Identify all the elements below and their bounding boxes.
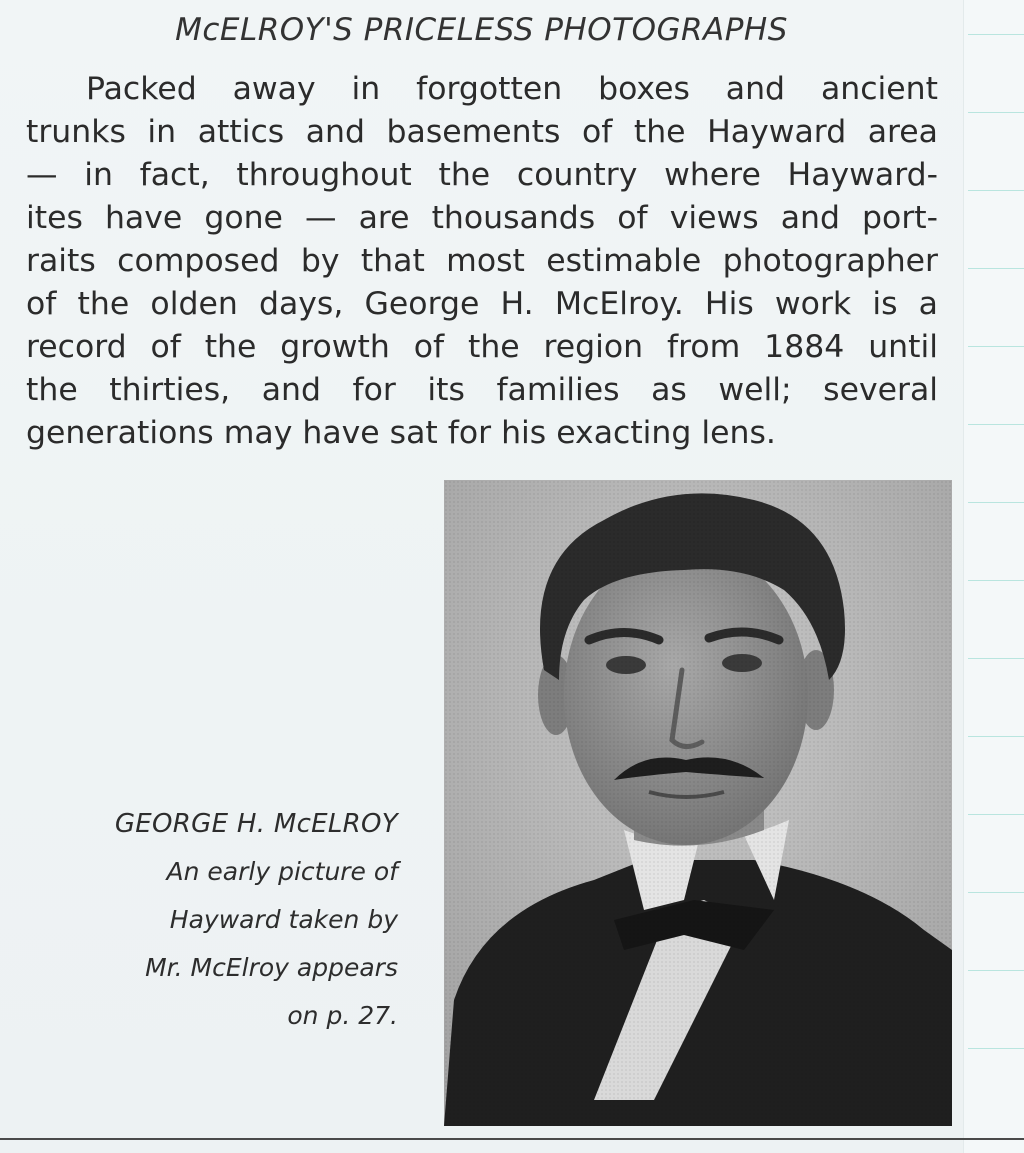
ruled-line [968,658,1024,659]
body-line: trunks in attics and basements of the Hayward area [26,114,938,150]
portrait-illustration [444,480,952,1126]
caption-line: An early picture of [166,857,398,886]
ruled-line [968,892,1024,893]
adjacent-page-edge [963,0,1024,1153]
ruled-line [968,1048,1024,1049]
ruled-line [968,346,1024,347]
ruled-line [968,736,1024,737]
caption-line: Hayward taken by [169,905,398,934]
portrait-photo-icon [444,480,952,1126]
ruled-line [968,502,1024,503]
body-line: generations may have sat for his exacting lens. [26,415,776,451]
ruled-line [968,190,1024,191]
body-line: ites have gone — are thousands of views and port- [26,200,938,236]
halftone-overlay [444,480,952,1126]
body-line: of the olden days, George H. McElroy. His work is a [26,286,938,322]
body-line: — in fact, throughout the country where Hayward- [26,157,938,193]
body-line: the thirties, and for its families as well; several [26,372,938,408]
bottom-rule [0,1138,1024,1140]
article-title: McELROY'S PRICELESS PHOTOGRAPHS [175,12,788,48]
caption-line: on p. 27. [287,1001,398,1030]
ruled-line [968,580,1024,581]
ruled-line [968,112,1024,113]
photo-caption [20,800,398,1040]
caption-line: Mr. McElroy appears [145,953,398,982]
body-line: Packed away in forgotten boxes and ancient [86,71,938,107]
ruled-line [968,424,1024,425]
ruled-line [968,970,1024,971]
ruled-line [968,34,1024,35]
body-line: raits composed by that most estimable photographer [26,243,938,279]
ruled-line [968,814,1024,815]
ruled-line [968,268,1024,269]
caption-name: GEORGE H. McELROY [114,809,398,839]
article-body [26,68,938,455]
body-line: record of the growth of the region from 1884 until [26,329,938,365]
